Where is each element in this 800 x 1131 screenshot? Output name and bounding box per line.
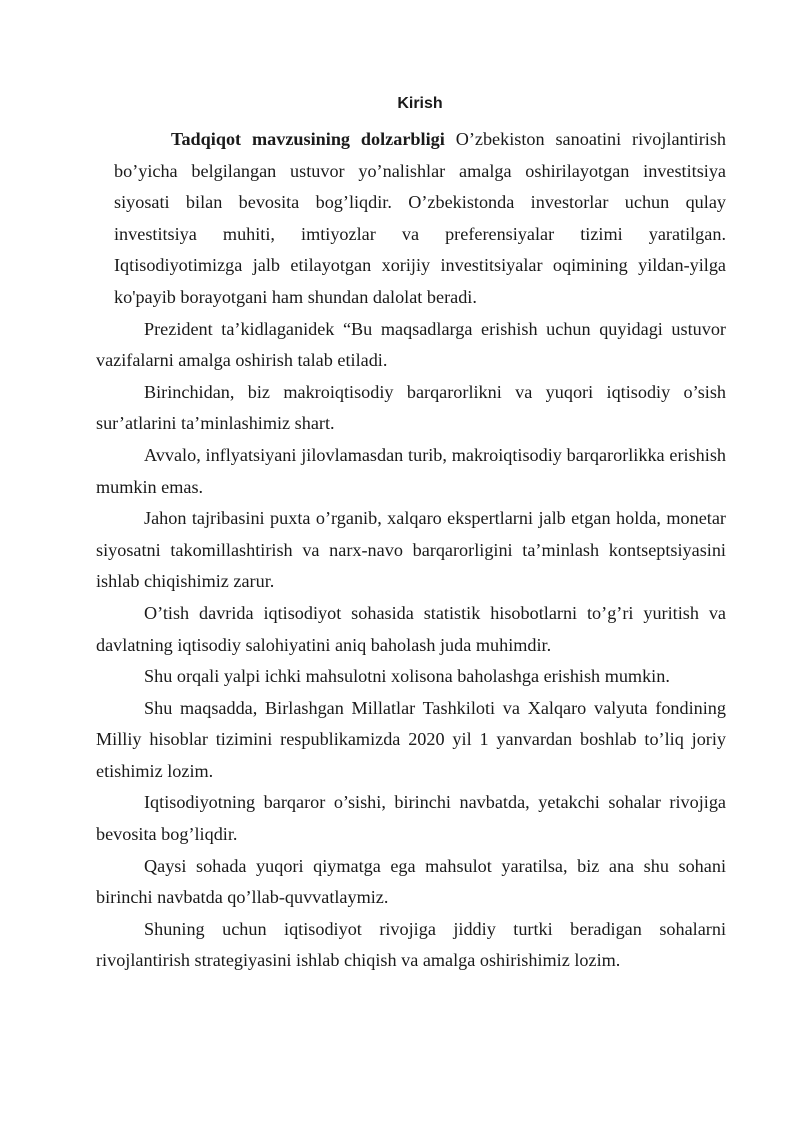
paragraph: Shu orqali yalpi ichki mahsulotni xolisona baholashga erishish mumkin. (144, 666, 670, 687)
paragraph: Birinchidan, biz makroiqtisodiy barqarorlikni va yuqori iqtisodiy o’sish sur’atlarini ta’minlashimiz shart. (96, 381, 726, 434)
lead-heading: Tadqiqot mavzusining dolzarbligi (171, 129, 445, 149)
lead-paragraph (96, 124, 726, 314)
lead-text: O’zbekiston sanoatini rivojlantirish bo’yicha belgilangan ustuvor yo’nalishlar amalga oshirilayotgan investitsiya siyosati bilan bevosita bog’liqdir. O’zbekistonda investorlar uchun qulay investitsiya muhiti, imtiyozlar va preferensiyalar tizimi yaratilgan. Iqtisodiyotimizga jalb etilayotgan xorijiy investitsiyalar oqimining yildan-yilga ko'payib borayotgani ham shundan dalolat beradi. (114, 129, 726, 307)
paragraph: Iqtisodiyotning barqaror o’sishi, birinchi navbatda, yetakchi sohalar rivojiga bevosita bog’liqdir. (96, 792, 726, 845)
paragraph: O’tish davrida iqtisodiyot sohasida statistik hisobotlarni to’g’ri yuritish va davlatning iqtisodiy salohiyatini aniq baholash juda muhimdir. (96, 602, 726, 655)
paragraph: Jahon tajribasini puxta o’rganib, xalqaro ekspertlarni jalb etgan holda, monetar siyosatni takomillashtirish va narx-navo barqarorligini ta’minlash kontseptsiyasini ishlab chiqishimiz zarur. (96, 508, 726, 592)
paragraph: Shu maqsadda, Birlashgan Millatlar Tashkiloti va Xalqaro valyuta fondining Milliy hisoblar tizimini respublikamizda 2020 yil 1 yanvardan boshlab to’liq joriy etishimiz lozim. (96, 697, 726, 781)
paragraph: Shuning uchun iqtisodiyot rivojiga jiddiy turtki beradigan sohalarni rivojlantirish strategiyasini ishlab chiqish va amalga oshirishimiz lozim. (96, 918, 726, 971)
paragraph: Qaysi sohada yuqori qiymatga ega mahsulot yaratilsa, biz ana shu sohani birinchi navbatda qo’llab-quvvatlaymiz. (96, 855, 726, 908)
paragraph: Prezident ta’kidlaganidek “Bu maqsadlarga erishish uchun quyidagi ustuvor vazifalarni amalga oshirish talab etiladi. (96, 318, 726, 371)
paragraph: Avvalo, inflyatsiyani jilovlamasdan turib, makroiqtisodiy barqarorlikka erishish mumkin emas. (96, 444, 726, 497)
page-title: Kirish (397, 95, 443, 112)
document-body (96, 124, 726, 977)
